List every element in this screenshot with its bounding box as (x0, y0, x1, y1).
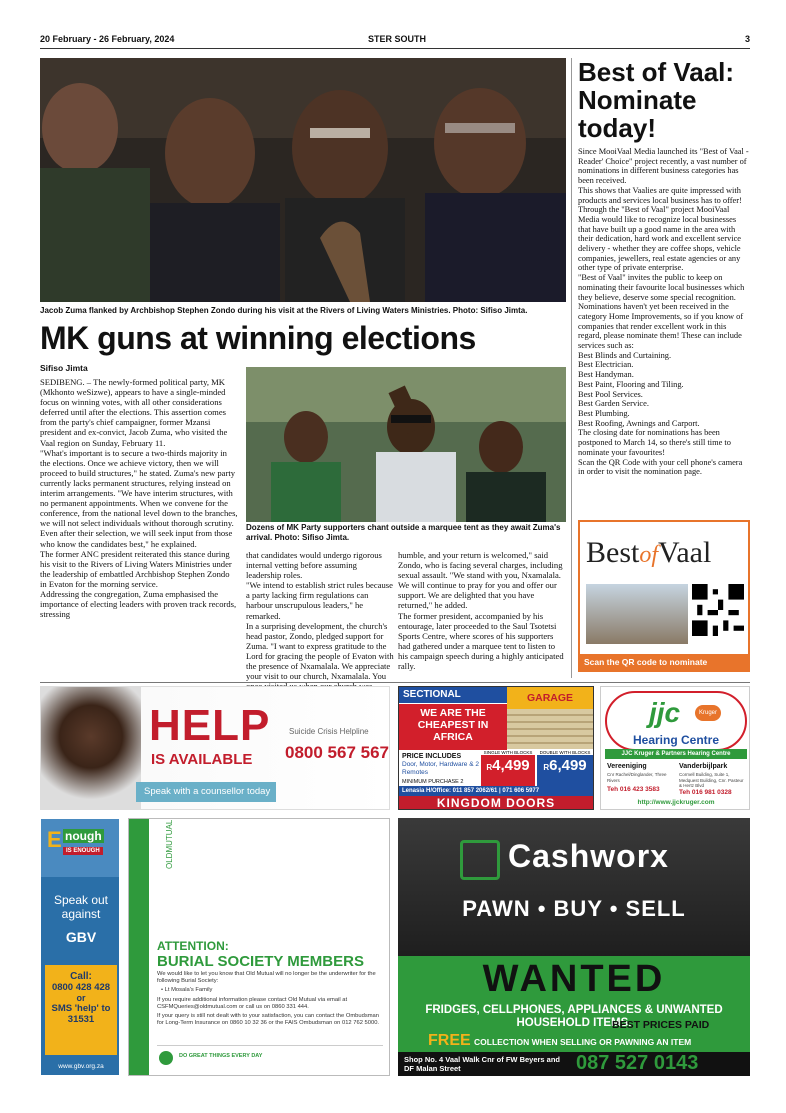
cashworx-logo-icon (460, 840, 500, 880)
article-column-2 (246, 550, 394, 691)
paragraph: This shows that Vaalies are quite impressed with products and services local business has to offer! (578, 185, 742, 205)
gbv-contact-box: Call: 0800 428 428 or SMS 'help' to 31531 (45, 965, 117, 1055)
paragraph: that candidates would undergo rigorous internal vetting before assuming leadership roles. (246, 550, 382, 581)
garage-door-photo (507, 709, 593, 749)
old-mutual-text-3: If your query is still not dealt with to your satisfaction, you can contact the Ombudsman for Long-Term Insurance on 0860 10 32 36 or the FAIS Ombudsman on 012 762 5000. (157, 1013, 380, 1026)
wanted-heading: WANTED (482, 958, 666, 1000)
old-mutual-text-2: If you require additional information please contact Old Mutual via email at CSFMQueries@oldmutual.com or call us on 0860 331 444. (157, 997, 348, 1010)
list-item: Best Blinds and Curtaining. (578, 350, 672, 360)
paragraph: Since MooiVaal Media launched its "Best of Vaal - Reader' Choice" project recently, a vast number of nominations in different business categories has been received. (578, 147, 749, 186)
price-double: DOUBLE WITH BLOCKS R6,499 (537, 750, 593, 786)
branch-vereeniging-tel[interactable]: Teh 016 423 3583 (607, 786, 660, 793)
best-prices: BEST PRICES PAID (612, 1019, 710, 1031)
sectional-label: SECTIONAL (399, 687, 507, 703)
list-item: Best Garden Service. (578, 399, 649, 409)
paragraph: humble, and your return is welcomed," said Zondo, who is facing several charges, including sexual assault. "We stand with you, Nxamalala. (398, 550, 563, 581)
main-photo-caption: Jacob Zuma flanked by Archbishop Stephen Zondo during his visit at the Rivers of Living Waters Ministries. Photo: Sifiso Jimta. (40, 306, 528, 315)
branch-vanderbijlpark-address: Cormell Building, Suite 1, Medquest Building, Cnr. Pasteur & Hertz Blvd (679, 772, 744, 788)
qr-code-icon (692, 584, 744, 636)
cheapest-banner: WE ARE THE CHEAPEST IN AFRICA (399, 704, 507, 750)
kingdom-phone[interactable]: Lenasia H/Office: 011 857 2062/61 | 071 606 5977 (399, 786, 593, 796)
help-title: HELP (149, 701, 271, 750)
free-label: FREE (428, 1032, 471, 1049)
burial-society-title: BURIAL SOCIETY MEMBERS (157, 953, 364, 970)
old-mutual-stripe (129, 819, 149, 1076)
branch-vereeniging: Vereeniging (607, 763, 647, 770)
sidebar-body (578, 147, 750, 477)
article-column-3 (398, 550, 566, 671)
gbv-logo-nough: nough (65, 829, 102, 843)
cashworx-brand: Cashworx (508, 838, 669, 874)
article-byline: Sifiso Jimta (40, 363, 88, 373)
old-mutual-ad[interactable] (128, 818, 390, 1076)
best-of-vaal-logo: BestofVaal (586, 536, 712, 569)
paragraph: The former ANC president reiterated this stance during his visit to the Rivers of Living Waters Ministries under the leadership of embattled Archbishop Stephen Zondo in Evaton for the morning service. (40, 548, 232, 589)
rally-photo-caption: Dozens of MK Party supporters chant outside a marquee tent as they await Zuma's arrival. Photo: Sifiso Jimta. (246, 523, 561, 542)
branch-vanderbijlpark-tel[interactable]: Teh 016 981 0328 (679, 789, 732, 796)
help-ad[interactable] (40, 686, 390, 810)
gbv-logo-area (41, 819, 120, 877)
main-photo-image (40, 58, 566, 302)
house-photo (586, 584, 688, 644)
paragraph: SEDIBENG. – The newly-formed political party, MK (Mkhonto weSizwe), appears to have a single-minded focus on winning votes, with all other considerations deferred until after the elections. This assertion comes from the party's chief campaigner, former Mzansi president and ex-convict, Jacob Zuma, who visited the Vaal region on Sunday, February 11. (40, 377, 228, 448)
header-rule (40, 48, 750, 49)
list-item: Best Roofing, Awnings and Carport. (578, 418, 700, 428)
price-includes: PRICE INCLUDES (402, 753, 462, 760)
list-item: Best Electrician. (578, 360, 634, 370)
sidebar-headline: Best of Vaal: Nominate today! (578, 57, 735, 143)
gbv-ad[interactable] (40, 818, 120, 1076)
kingdom-brand: KINGDOM DOORS (399, 796, 593, 810)
old-mutual-slogan: DO GREAT THINGS EVERY DAY (179, 1053, 263, 1059)
attention-label: ATTENTION: (157, 939, 229, 953)
helpline-number[interactable]: 0800 567 567 (285, 743, 389, 762)
article-headline: MK guns at winning elections (40, 320, 476, 356)
branch-vereeniging-address: Cnr Rachel/Dinglander, Three Rivers (607, 772, 667, 783)
help-subtitle: IS AVAILABLE (151, 751, 253, 768)
cashworx-address: Shop No. 4 Vaal Walk Cnr of FW Beyers and DF Malan Street (404, 1055, 561, 1073)
garage-doors-label: GARAGE (507, 687, 593, 709)
gbv-website[interactable]: www.gbv.org.za (58, 1063, 104, 1070)
list-item: Best Handyman. (578, 370, 634, 380)
woman-photo (41, 687, 141, 810)
gbv-is-enough: IS ENOUGH (63, 847, 103, 855)
wanted-items: FRIDGES, CELLPHONES, APPLIANCES & UNWANTED HOUSEHOLD ITEMS. (425, 1004, 723, 1029)
paragraph: "We intend to establish strict rules because a party lacking firm regulations can harbour unscrupulous leaders," he remarked. (246, 580, 393, 621)
jjc-hearing-ad[interactable] (600, 686, 750, 810)
page-number: 3 (744, 34, 750, 44)
jjc-website[interactable]: http://www.jjckruger.com (637, 799, 715, 806)
paper-name: STER SOUTH (368, 34, 427, 44)
old-mutual-brand: OLDMUTUAL (165, 819, 174, 869)
qr-code[interactable] (692, 584, 744, 644)
main-photo (40, 58, 566, 302)
issue-date: 20 February - 26 February, 2024 (40, 34, 175, 44)
old-mutual-divider (157, 1045, 383, 1046)
hearing-centre-subtitle: JJC Kruger & Partners Hearing Centre (605, 749, 747, 759)
rally-photo (246, 367, 566, 522)
cashworx-tagline: PAWN • BUY • SELL (462, 896, 686, 921)
gbv-speak: Speak out against (53, 893, 109, 921)
cashworx-ad[interactable] (398, 818, 750, 1076)
help-tagline: Speak with a counsellor today (136, 782, 276, 802)
cashworx-phone[interactable]: 087 527 0143 (576, 1052, 699, 1074)
jjc-logo: jjc (649, 697, 681, 728)
paragraph: We will continue to pray for you and offer our support. We are delighted that you have returned," he added. (398, 580, 557, 611)
rally-photo-image (246, 367, 566, 522)
branch-vanderbijlpark: Vanderbijlpark (679, 763, 728, 770)
paragraph: "What's important is to secure a two-thirds majority in the elections. Once we achieve victory, then we will proceed to build structures," he stated. Zuma's new party currently lacks permanent structures, relying instead on interim arrangements. "We have interim structures, with no permanent appointments. When we convene for the conference, from the national level down to the branches, we will not select individuals without thorough scrutiny. Even after their selection, we will seek input from those who know the candidates best," he explained. (40, 447, 238, 549)
best-of-vaal-ad[interactable] (578, 520, 750, 672)
helpline-label: Suicide Crisis Helpline (289, 727, 369, 736)
paragraph: Scan the QR Code with your cell phone's camera in order to visit the nomination page. (578, 457, 743, 477)
paragraph: Addressing the congregation, Zuma emphasised the importance of electing leaders with proven track records, stressing (40, 588, 237, 620)
price-includes-items: Door, Motor, Hardware & 2 Remotes (402, 761, 479, 776)
hearing-centre-title: Hearing Centre (632, 733, 720, 747)
gbv-sms[interactable]: SMS 'help' to 31531 (51, 1003, 111, 1025)
paragraph: The closing date for nominations has been postponed to March 14, so there's still time to nominate your favourites! (578, 428, 731, 457)
paragraph: "Best of Vaal" invites the public to keep on nominating their favourite local businesses which they believe, deserve some special recognition. Nominations haven't yet been received in the category Home Improvements, so if you know of companies that render excellent work in this regard, please nominate them! These can include services such as: (578, 273, 745, 351)
minimum-purchase: MINIMUM PURCHASE 2 (402, 779, 464, 785)
list-item: Best Pool Services. (578, 389, 643, 399)
best-of-vaal-cta: Scan the QR code to nominate (580, 654, 748, 670)
paragraph: Through the "Best of Vaal" project MooiVaal Media would like to recognize local businesses that have built up a good name in the area with their dedication, hard work and excellent service delivery - whether they are coffee shops, vehicle companies, jewellers, real estate agencies or any other type of private enterprise. (578, 205, 742, 273)
list-item: Best Plumbing. (578, 408, 630, 418)
old-mutual-logo-icon (159, 1051, 173, 1065)
gbv-logo-e: E (47, 827, 62, 852)
gbv-title: GBV (65, 929, 97, 945)
column-divider (571, 58, 572, 678)
gbv-phone[interactable]: 0800 428 428 (51, 982, 111, 993)
old-mutual-text-1: We would like to let you know that Old Mutual will no longer be the underwriter for the following Burial Society: (157, 971, 376, 984)
kingdom-doors-ad[interactable] (398, 686, 594, 810)
free-collection: COLLECTION WHEN SELLING OR PAWNING AN ITEM (474, 1037, 692, 1047)
price-single: SINGLE WITH BLOCKS R4,499 (481, 750, 535, 786)
page-header (40, 34, 750, 48)
paragraph: The former president, accompanied by his entourage, later proceeded to the Saul Tsotetsi Sports Centre, where scores of his supporters had gathered under a marquee tent to listen to his campaign speech during a highly anticipated rally. (398, 610, 564, 672)
list-item: Best Paint, Flooring and Tiling. (578, 379, 684, 389)
paragraph: In a surprising development, the church's head pastor, Zondo, pledged support for Zuma. "I want to express gratitude to the Lord for gracing the people of Evaton with the presence of Nxamalala. We appreciate your visit to our church, Nxamalala. You (246, 620, 394, 682)
burial-society-name: • Lt Mosala's Family (161, 987, 213, 993)
article-column-1 (40, 377, 238, 619)
kruger-badge: Kruger (695, 705, 721, 721)
section-rule (40, 682, 750, 683)
